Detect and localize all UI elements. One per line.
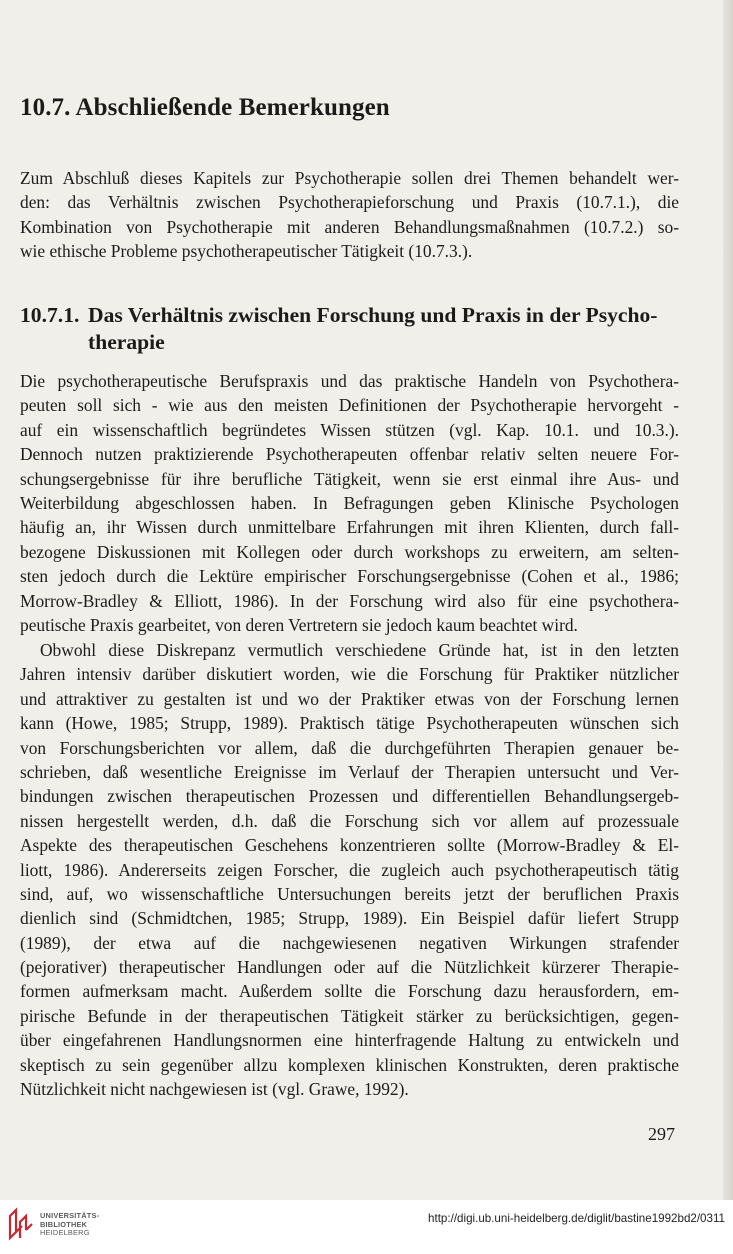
text-line: über eingefahrenen Handlungsnormen eine hinterfragende Haltung zu entwickeln und [20,1030,679,1051]
subsection-title-line2: therapie [88,330,165,354]
text-line: kann (Howe, 1985; Strupp, 1989). Praktisch tätige Psychotherapeuten wünschen sich [20,713,679,734]
section-heading: 10.7. Abschließende Bemerkungen [20,94,390,121]
text-line: Nützlichkeit nicht nachgewiesen ist (vgl. Grawe, 1992). [20,1079,409,1100]
text-line: häufig an, ihr Wissen durch unmittelbare Erfahrungen mit ihren Klienten, durch fall- [20,517,679,538]
subsection-number: 10.7.1. [20,303,80,327]
library-name-line3: HEIDELBERG [40,1228,90,1238]
text-line: Weiterbildung abgeschlossen haben. In Befragungen geben Klinische Psychologen [20,492,679,513]
text-line: den: das Verhältnis zwischen Psychotherapieforschung und Praxis (10.7.1.), die [20,192,679,213]
text-line: Obwohl diese Diskrepanz vermutlich verschiedene Gründe hat, ist in den letzten [40,640,679,660]
library-name-line2: BIBLIOTHEK [40,1219,88,1229]
text-line: skeptisch zu sein gegenüber allzu komplexen klinischen Konstrukten, deren praktische [20,1054,679,1075]
text-line: sind, auf, wo wissenschaftliche Untersuchungen bereits jetzt der beruflichen Praxis [20,883,679,904]
text-line: auf ein wissenschaftlich begründetes Wissen stützen (vgl. Kap. 10.1. und 10.3.). [20,419,679,440]
text-line: schungsergebnisse für ihre berufliche Tätigkeit, wenn sie erst einmal ihre Aus- und [20,468,679,489]
text-line: (pejorativer) therapeutischer Handlungen oder auf die Nützlichkeit kürzerer Therapie- [20,957,679,978]
text-line: (1989), der etwa auf die nachgewiesenen negativen Wirkungen strafender [20,932,679,953]
text-line: formen aufmerksam macht. Außerdem sollte die Forschung dazu herausfordern, em- [20,981,679,1002]
subsection-title-line1: Das Verhältnis zwischen Forschung und Praxis in der Psycho- [88,303,658,327]
text-line: liott, 1986). Andererseits zeigen Forscher, die zugleich auch psychotherapeutisch tätig [20,859,679,880]
text-line: Dennoch nutzen praktizierende Psychotherapeuten offenbar relativ selten neuere For- [20,444,679,465]
source-url-link[interactable]: http://digi.ub.uni-heidelberg.de/diglit/bastine1992bd2/0311 [428,1212,725,1225]
text-line: peuten soll sich - wie aus den meisten Definitionen der Psychotherapie hervorgeht - [20,395,679,416]
library-logo-icon [6,1206,34,1242]
subsection-heading-line1 [20,302,658,329]
body-paragraph-1 [20,369,679,637]
footer-bar [0,1200,733,1254]
body-paragraph-2 [20,638,679,1101]
text-line: und attraktiver zu gestalten ist und wo der Praktiker etwas von der Forschung lernen [20,688,679,709]
text-line: von Forschungsberichten vor allem, daß die durchgeführten Therapien genauer be- [20,737,679,758]
text-line: wie ethische Probleme psychotherapeutischer Tätigkeit (10.7.3.). [20,241,473,262]
text-line: pirische Befunde in der therapeutischen Tätigkeit stärker zu berücksichtigen, gegen- [20,1005,679,1026]
text-line: dienlich sind (Schmidtchen, 1985; Strupp, 1989). Ein Beispiel dafür liefert Strupp [20,908,679,929]
text-line: Jahren intensiv darüber diskutiert worden, wie die Forschung für Praktiker nützlicher [20,664,679,685]
text-line: Die psychotherapeutische Berufspraxis und das praktische Handeln von Psychothera- [20,371,679,391]
text-line: peutische Praxis gearbeitet, von deren Vertretern sie jedoch kaum beachtet wird. [20,614,578,635]
subsection-heading [20,302,658,356]
text-line: bezogene Diskussionen mit Kollegen oder durch workshops zu erweitern, am selten- [20,541,679,562]
library-name [40,1212,99,1238]
text-line: Zum Abschluß dieses Kapitels zur Psychotherapie sollen drei Themen behandelt wer- [20,168,679,188]
page-edge [723,0,733,1200]
intro-paragraph [20,166,679,264]
text-line: nissen hergestellt werden, d.h. daß die Forschung sich vor allem auf prozessuale [20,810,679,831]
text-line: Kombination von Psychotherapie mit anderen Behandlungsmaßnahmen (10.7.2.) so- [20,216,679,237]
text-line: sten jedoch durch die Lektüre empirischer Forschungsergebnisse (Cohen et al., 1986; [20,566,679,587]
text-line: Aspekte des therapeutischen Geschehens konzentrieren sollte (Morrow-Bradley & El- [20,835,679,856]
text-line: bindungen zwischen therapeutischen Prozessen und differentiellen Behandlungsergeb- [20,786,679,807]
page-number: 297 [648,1124,675,1144]
text-line: Morrow-Bradley & Elliott, 1986). In der Forschung wird also für eine psychothera- [20,590,679,611]
text-line: schrieben, daß wesentliche Ereignisse im Verlauf der Therapien untersucht und Ver- [20,761,679,782]
library-name-line1: UNIVERSITÄTS- [40,1211,100,1220]
